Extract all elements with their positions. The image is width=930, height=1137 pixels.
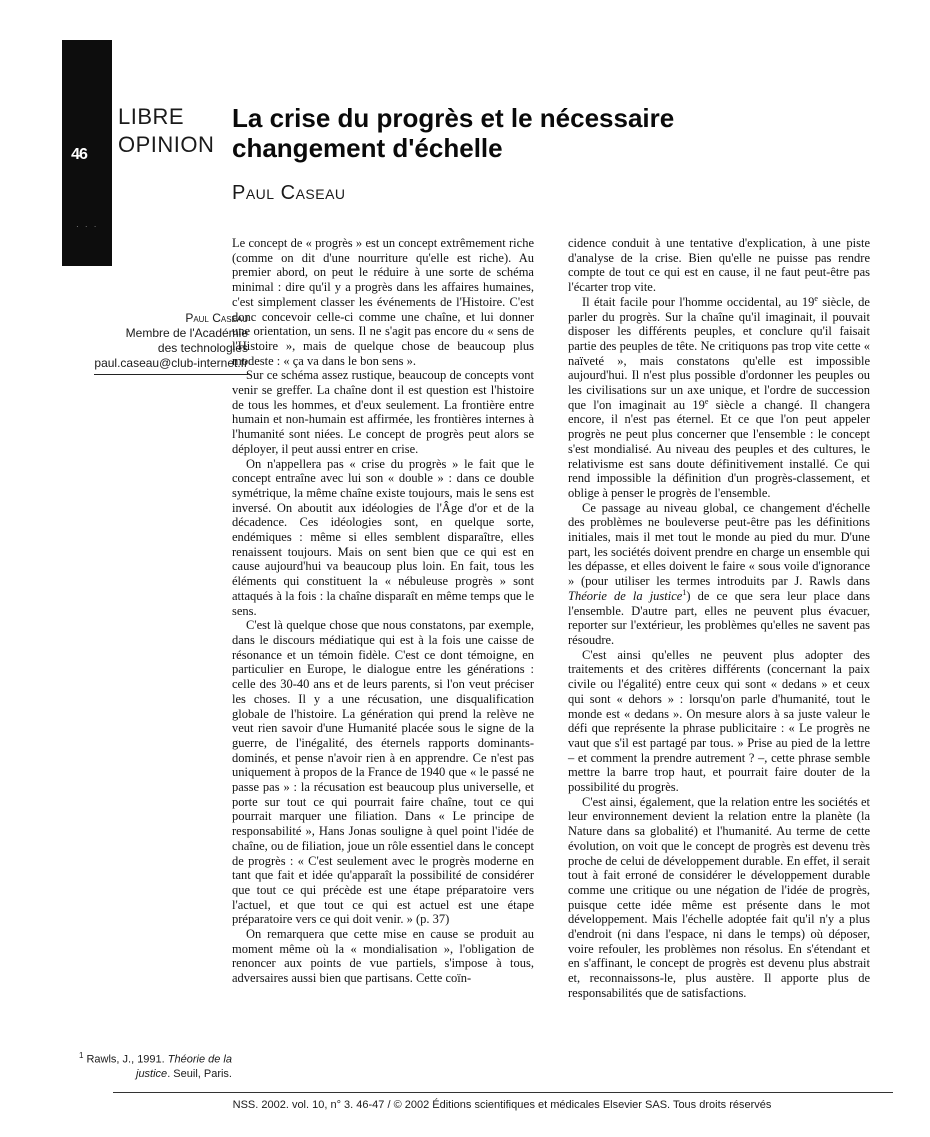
text-run: Ce passage au niveau global, ce changement d'échelle des problèmes ne bouleverse peut-être pas les définitions initiales, mais il met tout le monde au pied du mur. D'une part, les sociétés doivent prendre en charge un ensemble qui les dépasse, et elles doivent le faire « sous voile d'ignorance » (pour utiliser les termes introduits par J. Rawls dans [568, 500, 870, 589]
paragraph: On remarquera que cette mise en cause se produit au moment même où la « mondialisation », l'obligation de renoncer aux points de vue partiels, s'impose à tous, adversaires aussi bien que partisans. Cette coïn- [232, 927, 534, 986]
superscript: e [814, 293, 818, 303]
text-run: ) de ce que sera leur place dans l'ensemble. D'autre part, elles ne peuvent plus évacuer, reporter sur l'extérieur, les problèmes qu'elles ne savent pas résoudre. [568, 588, 870, 647]
text-run: siècle, de parler du progrès. Sur la chaîne qu'il imaginait, il pouvait disposer les différents peuples, et conclure qu'il faisait partie des peuples de tête. Ne critiquons pas trop vite cette « naïveté », mais constatons qu'elle est impossible aujourd'hui. Il n'est plus possible d'ordonner les peuples ou les civilisations sur un axe unique, et l'ordre de succession que l'on imaginait au 19 [568, 294, 870, 412]
title-line2: changement d'échelle [232, 133, 503, 163]
affiliation-line2: des technologies [157, 341, 248, 355]
journal-credit: NSS. 2002. vol. 10, n° 3. 46-47 / © 2002 Éditions scientifiques et médicales Elsevier SAS. Tous droits réservés [232, 1099, 772, 1111]
paragraph: cidence conduit à une tentative d'explication, à une piste d'analyse de la crise. Bien qu'elle ne puisse pas rendre compte de tout ce qui est en cause, il ne faut peut-être pas l'écarter trop vite. [568, 236, 870, 295]
paragraph: C'est là quelque chose que nous constatons, par exemple, dans le discours médiatique qui est à la fois une caisse de résonance et un témoin fidèle. C'est ce dont témoigne, en particulier en Europe, le dialogue entre les générations : celle des 30-40 ans et de leurs parents, si l'on veut préciser les choses. Il y a une récusation, une disqualification globale de l'histoire. La génération qui prend la relève ne veut rien savoir d'une Humanité placée sous le signe de la guerre, de l'inégalité, des éternels rapports dominants-dominés, et pense n'avoir rien à en apprendre. Ce n'est pas uniquement à propos de la France de 1940 que « le passé ne passe pas » : la récusation est beaucoup plus universelle, et porte sur tout ce qui pourrait faire chaîne, tout ce qui pourrait marquer une filiation. Dans « Le principe de responsabilité », Hans Jonas souligne à quel point l'idée de chaîne, ou de filiation, joue un rôle essentiel dans le concept de progrès : « C'est seulement avec le progrès moderne en tant que fait et idée qu'apparaît la possibilité de considérer que tout ce qui précède est une étape préparatoire vers l'actuel, et que tout ce qui est actuel est une étape préparatoire vers ce qui doit venir. » (p. 37) [232, 618, 534, 927]
side-band [62, 40, 112, 312]
paragraph: C'est ainsi qu'elles ne peuvent plus adopter des traitements et des critères différents (concernant la paix civile ou l'égalité) entre ceux qui sont « dedans » et ceux qui sont « dehors » : lorsqu'on parle d'humanité, tout le monde est « dedans ». On mesure alors à sa juste valeur le défi que représente la phrase publicitaire : « Le progrès ne vaut que s'il est partagé par tous. » Prise au pied de la lettre – et comment la prendre autrement ? –, cette phrase semble mettre la barre trop haut, et pourrait faire douter de la possibilité du progrès. [568, 647, 870, 795]
book-title: Théorie de la justice [568, 588, 683, 603]
footnote-text: Rawls, J., 1991. [83, 1053, 168, 1066]
affiliation-line1: Membre de l'Académie [125, 326, 248, 340]
footnote-book-title: Théorie de la justice [136, 1053, 232, 1080]
paragraph: Sur ce schéma assez rustique, beaucoup de concepts vont venir se greffer. La chaîne dont il est question est l'histoire de tous les hommes, et d'eux seulement. La frontière entre humain et non-humain est affirmée, les frontières internes à l'humanité sont niées. Le concept de progrès peut alors se déployer, il peut aussi entrer en crise. [232, 368, 534, 456]
article-title [232, 103, 792, 163]
text-run: siècle a changé. Il changera encore, il n'est pas éternel. Et ce que l'on peut appeler progrès ne peut plus concerner que l'ensemble : le concept s'est mondialisé. Au niveau des peuples et des cultures, le relativisme est sans doute définitivement installé. Ce qui rend impossible la définition d'un progrès-classement, et oblige à penser le progrès de l'ensemble. [568, 397, 870, 500]
paragraph [568, 501, 870, 648]
section-label-line2: OPINION [118, 132, 215, 157]
footnote [62, 1049, 232, 1081]
author-affiliation [94, 311, 248, 371]
paragraph: Le concept de « progrès » est un concept extrêmement riche (comme on dit d'une nourriture qu'elle est riche). Au premier abord, on peut le réduire à une sorte de schéma minimal : dire qu'il y a progrès dans les affaires humaines, c'est simplement classer les événements de l'Histoire. C'est donc concevoir celle-ci comme une chaîne, et lui donner une orientation, un sens. Il ne s'agit pas encore du « sens de l'Histoire », mais de quelque chose de beaucoup plus modeste : « ça va dans le bon sens ». [232, 236, 534, 368]
footnote-tail: . Seuil, Paris. [167, 1067, 232, 1080]
author-email[interactable]: paul.caseau@club-internet.fr [94, 356, 248, 370]
paragraph: On n'appellera pas « crise du progrès » le fait que le concept entraîne avec lui son « double » : dans ce double symétrique, la même chaîne existe toujours, mais le sens est inversé. On aboutit aux idéologies de l'Âge d'or et de la décadence. Ces idéologies sont, en quelque sorte, endémiques : même si elles semblent disparaître, elles renaissent toujours. Mais on sent bien que ce qui est en cause aujourd'hui va beaucoup plus loin. En fait, tous les éléments qui constituent la « nébuleuse progrès » sont attaqués à la fois : la chaîne disparaît en même temps que le sens. [232, 456, 534, 618]
text-run: Il était facile pour l'homme occidental, au 19 [582, 294, 815, 309]
column-right [568, 236, 870, 1001]
paragraph: C'est ainsi, également, que la relation entre les sociétés et leur environnement devient la relation entre la planète (la Nature dans sa globalité) et l'humanité. Au terme de cette évolution, on voit que le concept de progrès est devenu très proche de celui de développement durable. En effet, il serait tout à fait erroné de considérer le développement durable comme une critique ou une négation de l'idée de progrès, puisque cette idée même est présente dans le mot développement. Mais l'échelle adoptée fait qu'il n'y a plus d'endroit (ni dans l'espace, ni dans le temps) où déposer, voire refouler, les problèmes non résolus. En s'étendant et en s'affinant, le concept de progrès est devenu plus abstrait et, reconnaissons-le, plus austère. Il apporte plus de responsabilités que de satisfactions. [568, 794, 870, 1000]
paragraph [568, 295, 870, 501]
side-dots: · · · [76, 222, 99, 231]
title-line1: La crise du progrès et le nécessaire [232, 103, 675, 133]
footnote-mark: 1 [78, 1051, 84, 1060]
section-label [118, 103, 214, 159]
column-left [232, 236, 534, 986]
author-name: Paul Caseau [232, 182, 346, 204]
superscript: e [704, 396, 709, 406]
year: 2 0 0 2 [64, 288, 110, 312]
footnote-ref[interactable]: 1 [682, 587, 687, 597]
page-number: 46 [71, 146, 87, 163]
section-label-line1: LIBRE [118, 104, 185, 129]
bottom-rule [113, 1092, 893, 1093]
affiliation-name: Paul Caseau [185, 311, 248, 325]
